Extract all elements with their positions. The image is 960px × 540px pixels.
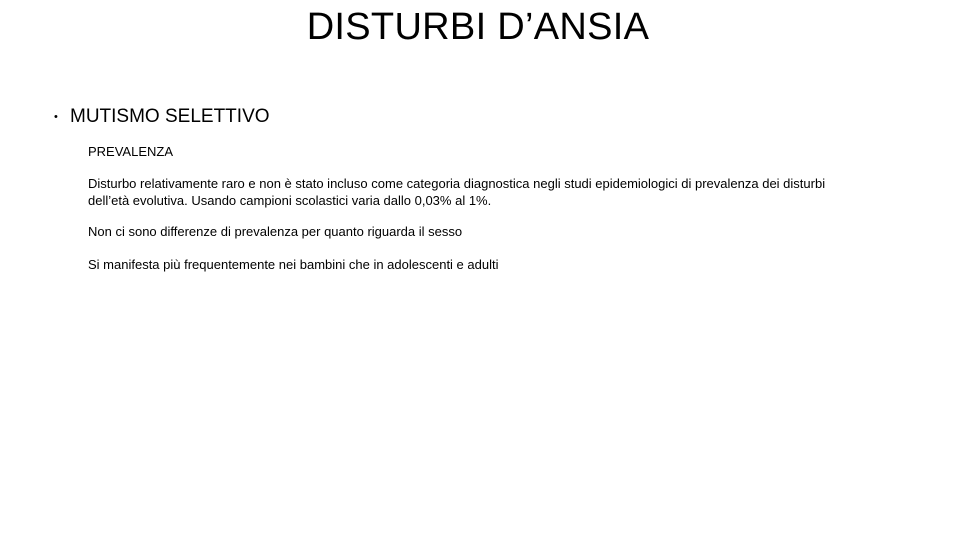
slide-title: DISTURBI D’ANSIA	[306, 6, 650, 48]
bullet-item	[54, 103, 270, 131]
paragraph-sex-differences: Non ci sono differenze di prevalenza per quanto riguarda il sesso	[88, 224, 463, 239]
subheading-prevalenza: PREVALENZA	[88, 144, 174, 159]
bullet-icon: •	[54, 111, 58, 123]
paragraph-description-line-1: Disturbo relativamente raro e non è stato incluso come categoria diagnostica negli studi epidemiologici di prevalenza dei disturbi	[88, 176, 826, 191]
paragraph-age-frequency: Si manifesta più frequentemente nei bambini che in adolescenti e adulti	[88, 257, 499, 272]
paragraph-description-line-2: dell’età evolutiva. Usando campioni scolastici varia dallo 0,03% al 1%.	[88, 193, 492, 208]
paragraph-description	[88, 175, 936, 209]
bullet-heading: MUTISMO SELETTIVO	[70, 106, 270, 127]
